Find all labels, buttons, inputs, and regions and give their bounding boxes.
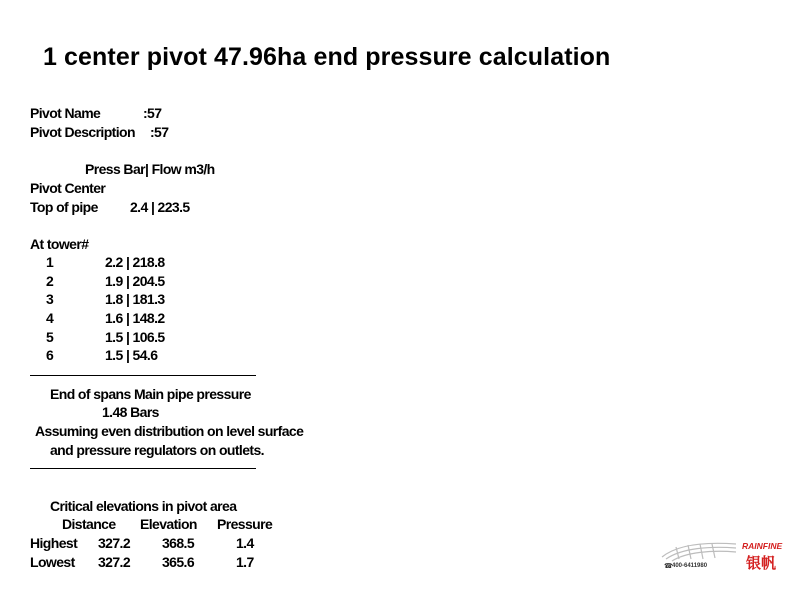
top-of-pipe-label: Top of pipe <box>30 199 98 215</box>
tower-value: 1.5 | 106.5 <box>105 329 165 345</box>
logo-swoosh-graphic <box>662 543 736 561</box>
assumption-note-line2: and pressure regulators on outlets. <box>50 442 264 458</box>
top-of-pipe-value: 2.4 | 223.5 <box>130 199 190 215</box>
tower-number: 2 <box>46 273 54 289</box>
logo-brand-en: RAINFINE <box>742 541 783 551</box>
page-title: 1 center pivot 47.96ha end pressure calculation <box>43 43 611 71</box>
columns-header: Press Bar| Flow m3/h <box>85 161 215 177</box>
tower-value: 2.2 | 218.8 <box>105 254 165 270</box>
logo-brand-cn: 银帆 <box>746 554 777 571</box>
pivot-name-label: Pivot Name <box>30 105 101 121</box>
pivot-description-value: :57 <box>150 124 169 140</box>
pivot-center-label: Pivot Center <box>30 180 106 196</box>
tower-number: 3 <box>46 291 54 307</box>
cell-distance: 327.2 <box>98 535 131 551</box>
tower-value: 1.9 | 204.5 <box>105 273 165 289</box>
at-tower-label: At tower# <box>30 236 89 252</box>
rainfine-logo <box>658 535 790 571</box>
end-of-spans-label: End of spans Main pipe pressure <box>50 386 251 402</box>
column-header-pressure: Pressure <box>217 516 273 532</box>
cell-elevation: 368.5 <box>162 535 195 551</box>
cell-pressure: 1.7 <box>236 554 254 570</box>
tower-value: 1.5 | 54.6 <box>105 347 158 363</box>
tower-number: 6 <box>46 347 54 363</box>
pivot-description-label: Pivot Description <box>30 124 135 140</box>
end-of-spans-value: 1.48 Bars <box>102 404 159 420</box>
cell-distance: 327.2 <box>98 554 131 570</box>
logo-phone: 400-6411980 <box>672 563 708 569</box>
divider-bottom <box>30 468 256 469</box>
tower-number: 4 <box>46 310 54 326</box>
tower-value: 1.6 | 148.2 <box>105 310 165 326</box>
pivot-name-value: :57 <box>143 105 162 121</box>
column-header-elevation: Elevation <box>140 516 197 532</box>
tower-number: 5 <box>46 329 54 345</box>
row-label-lowest: Lowest <box>30 554 75 570</box>
critical-elevations-title: Critical elevations in pivot area <box>50 498 237 514</box>
row-label-highest: Highest <box>30 535 78 551</box>
tower-number: 1 <box>46 254 54 270</box>
assumption-note-line1: Assuming even distribution on level surface <box>35 423 304 439</box>
phone-icon: ☎ <box>664 562 673 570</box>
divider-top <box>30 375 256 376</box>
cell-pressure: 1.4 <box>236 535 254 551</box>
tower-value: 1.8 | 181.3 <box>105 291 165 307</box>
column-header-distance: Distance <box>62 516 116 532</box>
cell-elevation: 365.6 <box>162 554 195 570</box>
